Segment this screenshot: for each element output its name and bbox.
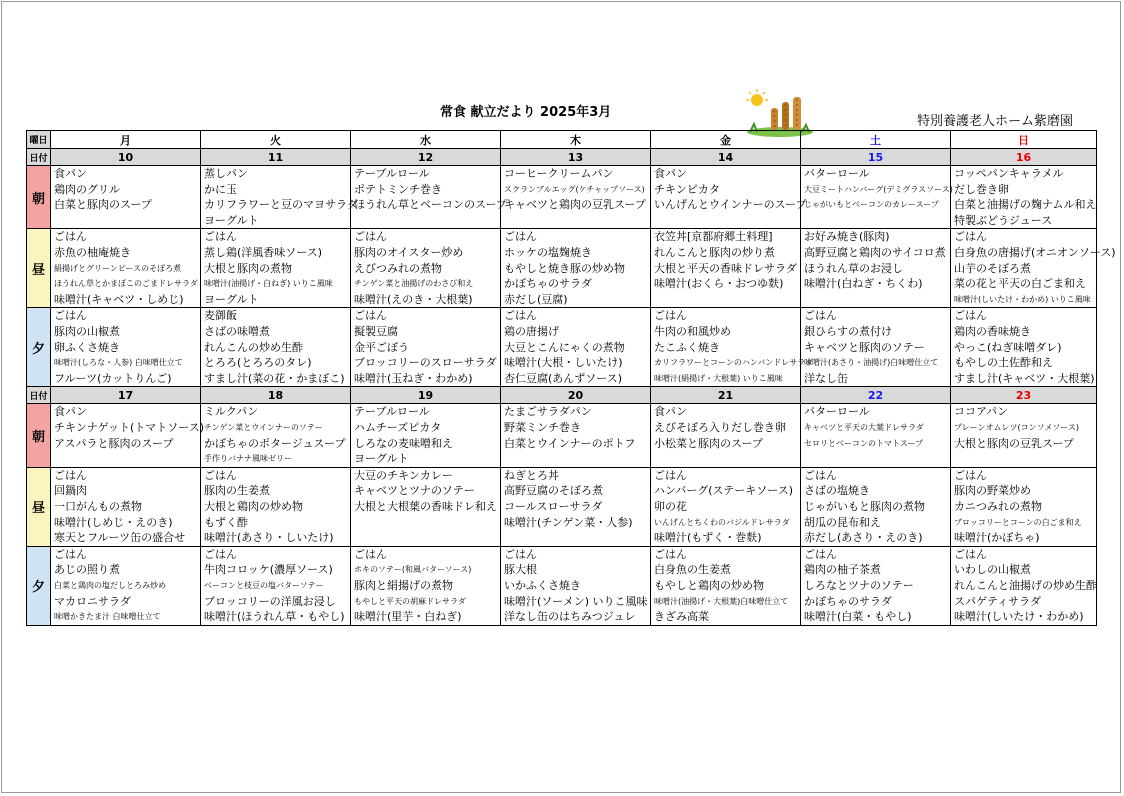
menu-item: 鶏肉のグリル	[54, 182, 120, 196]
menu-item: 味噌汁(キャベツ・しめじ)	[54, 292, 184, 306]
menu-item: 味噌汁(チンゲン菜・人参)	[504, 515, 633, 529]
date-cell: 11	[201, 149, 351, 166]
menu-item: ごはん	[804, 309, 837, 323]
menu-cell	[951, 308, 1097, 387]
menu-item: 味噌汁(えのき・大根葉)	[354, 292, 473, 306]
menu-item: いかふくさ焼き	[504, 578, 581, 592]
menu-cell	[51, 229, 201, 308]
menu-item: ココアパン	[954, 405, 1009, 419]
menu-item: 赤だし(あさり・えのき)	[804, 531, 923, 545]
menu-item: 杏仁豆腐(あんずソース)	[504, 371, 623, 385]
menu-item: ごはん	[804, 468, 837, 482]
menu-item: とろろ(とろろのタレ)	[204, 356, 312, 370]
menu-item: 豚肉の山椒煮	[54, 324, 120, 338]
menu-item: もやしの土佐酢和え	[954, 356, 1053, 370]
menu-item: マカロニサラダ	[54, 594, 131, 608]
date-cell: 19	[351, 387, 501, 404]
menu-cell	[501, 229, 651, 308]
menu-item: 味噌汁(かぼちゃ)	[954, 531, 1040, 545]
menu-item: 味噌汁(しいたけ・わかめ) いりこ風味	[954, 294, 1091, 304]
menu-item: プレーンオムレツ(コンソメソース)	[954, 422, 1079, 432]
menu-item: 食パン	[654, 167, 687, 180]
menu-item: 赤だし(豆腐)	[504, 292, 568, 306]
menu-item: えびつみれの煮物	[354, 261, 442, 275]
menu-item: ごはん	[654, 547, 687, 561]
menu-cell	[201, 404, 351, 467]
date-cell: 16	[951, 149, 1097, 166]
menu-item: ごはん	[54, 309, 87, 323]
menu-item: ハムチーズピカタ	[354, 420, 442, 434]
menu-item: ごはん	[654, 309, 687, 323]
menu-item: ヨーグルト	[354, 452, 409, 466]
menu-item: 白菜と油揚げの麹ナムル和え	[954, 198, 1097, 212]
menu-item: じゃがいもと豚肉の煮物	[804, 499, 925, 513]
menu-item: たまごサラダパン	[504, 405, 592, 419]
date-cell: 14	[651, 149, 801, 166]
menu-item: 野菜ミンチ巻き	[504, 420, 581, 434]
menu-cell	[951, 166, 1097, 229]
menu-item: ごはん	[354, 547, 387, 561]
menu-item: 白身魚の唐揚げ(オニオンソース)	[954, 245, 1116, 259]
menu-item: 豚肉の生姜煮	[204, 484, 270, 498]
menu-item: ごはん	[204, 547, 237, 561]
menu-item: 味噌汁(大根・しいたけ)	[504, 356, 623, 370]
breakfast-label: 朝	[27, 166, 51, 229]
menu-cell	[801, 546, 951, 625]
menu-item: 菜の花と平天の白ごま和え	[954, 277, 1086, 291]
menu-item: チンゲン菜とウインナーのソテー	[204, 422, 323, 432]
date-label: 日付	[27, 387, 51, 404]
menu-item: 味噌汁(あさり・油揚げ)白味噌仕立て	[804, 358, 939, 368]
menu-item: 鶏の唐揚げ	[504, 324, 559, 338]
menu-cell	[801, 166, 951, 229]
menu-cell	[351, 229, 501, 308]
menu-item: 大豆ミートハンバーグ(デミグラスソース)	[804, 184, 953, 194]
menu-item: 蒸しパン	[204, 167, 248, 180]
menu-item: 食パン	[654, 405, 687, 419]
menu-item: ベーコンと枝豆の塩バターソテー	[204, 580, 324, 590]
breakfast-row	[27, 404, 1097, 467]
menu-cell	[951, 467, 1097, 546]
menu-item: 味噌汁(油揚げ・白ねぎ) いりこ風味	[204, 279, 333, 289]
lunch-label: 昼	[27, 467, 51, 546]
menu-item: キャベツと鶏肉の豆乳スープ	[504, 198, 646, 212]
day-header-row	[27, 131, 1097, 149]
menu-item: セロリとベーコンのトマトスープ	[804, 438, 924, 448]
menu-item: ヨーグルト	[204, 292, 259, 306]
lunch-row	[27, 467, 1097, 546]
date-cell: 15	[801, 149, 951, 166]
menu-item: フルーツ(カットりんご)	[54, 371, 172, 385]
menu-item: さばの味噌煮	[204, 324, 270, 338]
menu-item: 豚肉の野菜炒め	[954, 484, 1031, 498]
menu-cell	[651, 404, 801, 467]
menu-item: 小松菜と豚肉のスープ	[654, 436, 763, 450]
menu-item: 大根と平天の香味ドレサラダ	[654, 261, 797, 275]
menu-item: ごはん	[654, 468, 687, 482]
menu-cell	[201, 308, 351, 387]
date-cell: 10	[51, 149, 201, 166]
menu-item: いわしの山椒煮	[954, 563, 1031, 577]
menu-item: ヨーグルト	[204, 213, 259, 227]
menu-item: チキンナゲット(トマトソース)	[54, 420, 205, 434]
menu-item: じゃがいもとベーコンのカレースープ	[804, 200, 939, 210]
menu-item: 赤魚の柚庵焼き	[54, 245, 131, 259]
menu-item: ごはん	[954, 230, 987, 244]
menu-item: 白菜とウインナーのポトフ	[504, 436, 636, 450]
menu-item: 味噌汁(ソーメン) いりこ風味	[504, 594, 648, 608]
day-name: 金	[651, 131, 801, 149]
menu-item: 大根と豚肉の豆乳スープ	[954, 436, 1074, 450]
date-row	[27, 387, 1097, 404]
menu-cell	[501, 546, 651, 625]
dinner-row	[27, 308, 1097, 387]
menu-item: ブロッコリーとコーンの白ごま和え	[954, 517, 1082, 527]
day-name: 火	[201, 131, 351, 149]
menu-item: ほうれん草のお浸し	[804, 261, 903, 275]
menu-item: 豚肉のオイスター炒め	[354, 245, 464, 259]
date-row	[27, 149, 1097, 166]
menu-cell	[351, 166, 507, 229]
menu-item: ブロッコリーのスローサラダ	[354, 356, 497, 370]
menu-item: 卯の花	[654, 499, 687, 513]
menu-item: もずく酢	[204, 515, 248, 529]
menu-item: れんこんと豚肉の炒り煮	[654, 245, 775, 259]
menu-item: えびそぼろ入りだし巻き卵	[654, 420, 786, 434]
menu-item: バターロール	[804, 167, 870, 180]
menu-item: 味噌かきたま汁 白味噌仕立て	[54, 612, 161, 622]
day-label: 曜日	[27, 131, 51, 149]
menu-item: コッペパンキャラメル	[954, 167, 1064, 180]
menu-item: 大根と鶏肉の炒め物	[204, 499, 303, 513]
menu-cell	[351, 404, 501, 467]
day-name: 水	[351, 131, 501, 149]
menu-item: 味噌汁(白ねぎ・ちくわ)	[804, 277, 923, 291]
menu-item: 高野豆腐のそぼろ煮	[504, 484, 603, 498]
menu-item: 大根と豚肉の煮物	[204, 261, 292, 275]
menu-item: 銀ひらすの煮付け	[804, 324, 892, 338]
menu-item: 洋なし缶	[804, 371, 848, 385]
menu-item: 味噌汁(ほうれん草・もやし)	[204, 610, 345, 624]
menu-item: たこふく焼き	[654, 340, 720, 354]
menu-cell	[351, 546, 501, 625]
date-cell: 21	[651, 387, 801, 404]
menu-item: 回鍋肉	[54, 484, 87, 498]
menu-cell	[201, 467, 351, 546]
menu-item: 寒天とフルーツ缶の盛合せ	[54, 531, 186, 545]
menu-cell	[51, 467, 201, 546]
menu-item: 大豆とこんにゃくの煮物	[504, 340, 625, 354]
menu-item: かぼちゃのサラダ	[504, 277, 592, 291]
menu-item: 味噌汁(あさり・しいたけ)	[204, 531, 334, 545]
menu-item: 擬製豆腐	[354, 324, 398, 338]
menu-item: ほうれん草とベーコンのスープ	[354, 198, 507, 212]
menu-cell	[501, 404, 651, 467]
menu-item: ハンバーグ(ステーキソース)	[654, 484, 794, 498]
menu-item: さばの塩焼き	[804, 484, 870, 498]
lunch-row	[27, 229, 1097, 308]
menu-item: 高野豆腐と鶏肉のサイコロ煮	[804, 245, 946, 259]
menu-item: 味噌汁(しいたけ・わかめ)	[954, 610, 1084, 624]
menu-item: ごはん	[954, 468, 987, 482]
menu-item: テーブルロール	[354, 167, 430, 180]
menu-item: ポテトミンチ巻き	[354, 182, 442, 196]
menu-item: 牛肉コロッケ(濃厚ソース)	[204, 563, 333, 577]
menu-item: きざみ高菜	[654, 610, 709, 624]
menu-item: カリフラワーと豆のマヨサラダ	[204, 198, 358, 212]
menu-cell	[501, 467, 651, 546]
menu-item: 味噌汁(白菜・もやし)	[804, 610, 912, 624]
menu-item: キャベツと豚肉のソテー	[804, 340, 925, 354]
menu-item: しろなとツナのソテー	[804, 578, 914, 592]
day-name: 日	[951, 131, 1097, 149]
menu-item: もやしと焼き豚の炒め物	[504, 261, 625, 275]
menu-item: ミルクパン	[204, 405, 259, 419]
menu-cell	[801, 308, 951, 387]
menu-item: ブロッコリーの洋風お浸し	[204, 594, 336, 608]
menu-item: ごはん	[354, 309, 387, 323]
menu-cell	[651, 467, 801, 546]
menu-table	[26, 130, 1116, 626]
menu-item: 大根と大根葉の香味ドレ和え	[354, 499, 497, 513]
dinner-label: 夕	[27, 308, 51, 387]
menu-item: れんこんの炒め生酢	[204, 340, 303, 354]
menu-item: 豚大根	[504, 563, 537, 577]
menu-item: ごはん	[354, 230, 387, 244]
menu-item: ごはん	[204, 468, 237, 482]
menu-item: れんこんと油揚げの炒め生酢	[954, 578, 1097, 592]
menu-item: ホッケの塩麹焼き	[504, 245, 592, 259]
facility-name: 特別養護老人ホーム紫磨園	[917, 114, 1074, 129]
menu-item: 卵ふくさ焼き	[54, 340, 120, 354]
menu-item: すまし汁(キャベツ・大根葉)	[954, 371, 1095, 385]
menu-item: チキンピカタ	[654, 182, 720, 196]
menu-item: 味噌汁(しろな・人参) 白味噌仕立て	[54, 358, 183, 368]
menu-item: かに玉	[204, 182, 237, 196]
menu-item: コーヒークリームパン	[504, 167, 614, 180]
menu-item: かぼちゃのサラダ	[804, 594, 892, 608]
menu-item: 胡瓜の昆布和え	[804, 515, 881, 529]
menu-item: 味噌汁(油揚げ・大根葉)白味噌仕立て	[654, 596, 789, 606]
date-cell: 17	[51, 387, 201, 404]
menu-item: もやしと鶏肉の炒め物	[654, 578, 764, 592]
menu-cell	[201, 229, 351, 308]
menu-item: 金平ごぼう	[354, 340, 409, 354]
menu-item: あじの照り煮	[54, 563, 120, 577]
menu-cell	[351, 467, 501, 546]
menu-cell	[51, 546, 201, 625]
menu-item: テーブルロール	[354, 405, 430, 419]
breakfast-row	[27, 166, 1097, 229]
menu-item: ごはん	[54, 547, 87, 561]
menu-item: 味噌汁(しめじ・えのき)	[54, 515, 173, 529]
date-label: 日付	[27, 149, 51, 166]
menu-item: 味噌汁(絹揚げ・大根葉) いりこ風味	[654, 373, 783, 383]
menu-cell	[501, 166, 651, 229]
menu-item: かぼちゃのポタージュスープ	[204, 436, 346, 450]
menu-cell	[501, 308, 651, 387]
menu-cell	[651, 546, 801, 625]
menu-item: アスパラと豚肉のスープ	[54, 436, 174, 450]
menu-item: 大豆のチキンカレー	[354, 468, 453, 482]
dinner-label: 夕	[27, 546, 51, 625]
menu-item: しろなの麦味噌和え	[354, 436, 453, 450]
date-cell: 18	[201, 387, 351, 404]
menu-item: キャベツと平天の大葉ドレサラダ	[804, 422, 924, 432]
menu-item: スパゲティサラダ	[954, 594, 1042, 608]
menu-item: ごはん	[54, 230, 87, 244]
menu-item: ごはん	[954, 547, 987, 561]
menu-item: 牛肉の和風炒め	[654, 324, 731, 338]
lunch-label: 昼	[27, 229, 51, 308]
menu-item: 味噌汁(もずく・巻麩)	[654, 531, 762, 545]
date-cell: 20	[501, 387, 651, 404]
menu-cell	[351, 308, 501, 387]
menu-item: 蒸し鶏(洋風香味ソース)	[204, 245, 323, 259]
menu-item: ごはん	[954, 309, 987, 323]
menu-item: 白菜と鶏肉の塩だしとろみ炒め	[54, 580, 166, 590]
menu-cell	[951, 229, 1116, 308]
menu-item: カリフラワーとコーンのハンバンドレサラダ	[654, 358, 814, 368]
menu-item: スクランブルエッグ(ケチャップソース)	[504, 184, 645, 194]
menu-cell	[651, 229, 801, 308]
dinner-row	[27, 546, 1097, 625]
menu-item: 食パン	[54, 167, 87, 180]
menu-item: ごはん	[54, 468, 87, 482]
menu-cell	[951, 404, 1097, 467]
menu-item: 衣笠丼[京都府郷土料理]	[654, 230, 773, 244]
menu-item: コールスローサラダ	[504, 499, 603, 513]
menu-item: いんげんとウインナーのスープ	[654, 198, 807, 212]
menu-item: 絹揚げとグリーンピースのそぼろ煮	[54, 263, 182, 273]
day-name: 土	[801, 131, 951, 149]
menu-item: お好み焼き(豚肉)	[804, 230, 890, 244]
menu-item: ごはん	[204, 230, 237, 244]
menu-item: ごはん	[804, 547, 837, 561]
menu-cell	[801, 467, 951, 546]
menu-item: カニつみれの煮物	[954, 499, 1042, 513]
menu-item: ねぎとろ丼	[504, 468, 559, 482]
menu-item: 味噌汁(おくら・おつゆ麩)	[654, 277, 784, 291]
day-name: 月	[51, 131, 201, 149]
menu-cell	[201, 166, 358, 229]
menu-item: すまし汁(菜の花・かまぼこ)	[204, 371, 345, 385]
date-cell: 22	[801, 387, 951, 404]
menu-cell	[801, 404, 951, 467]
menu-item: やっこ(ねぎ味噌ダレ)	[954, 340, 1062, 354]
menu-item: 洋なし缶のはちみつジュレ	[504, 610, 636, 624]
menu-item: いんげんとちくわのバジルドレサラダ	[654, 517, 790, 527]
menu-item: ほうれん草とかまぼこのごまドレサラダ	[54, 279, 198, 289]
menu-cell	[951, 546, 1097, 625]
menu-item: 白身魚の生姜煮	[654, 563, 731, 577]
menu-item: 一口がんもの煮物	[54, 499, 142, 513]
date-cell: 12	[351, 149, 501, 166]
menu-cell	[51, 308, 201, 387]
menu-item: 味噌汁(里芋・白ねぎ)	[354, 610, 462, 624]
page-title: 常食 献立だより 2025年3月	[440, 105, 612, 120]
day-name: 木	[501, 131, 651, 149]
menu-item: ホキのソテー(和風バターソース)	[354, 565, 472, 575]
menu-item: 山芋のそぼろ煮	[954, 261, 1031, 275]
menu-item: 豚肉と絹揚げの煮物	[354, 578, 453, 592]
menu-item: だし巻き卵	[954, 182, 1009, 196]
menu-cell	[201, 546, 351, 625]
date-cell: 23	[951, 387, 1097, 404]
breakfast-label: 朝	[27, 404, 51, 467]
menu-item: 食パン	[54, 405, 87, 419]
menu-item: ごはん	[504, 230, 537, 244]
menu-item: 味噌汁(玉ねぎ・わかめ)	[354, 371, 473, 385]
menu-cell	[51, 166, 201, 229]
menu-item: チンゲン菜と油揚げのわさび和え	[354, 279, 474, 289]
menu-cell	[651, 308, 814, 387]
menu-item: 手作りバナナ風味ゼリー	[204, 454, 292, 464]
menu-item: ごはん	[504, 309, 537, 323]
menu-cell	[801, 229, 951, 308]
menu-item: 麦御飯	[204, 309, 237, 323]
date-cell: 13	[501, 149, 651, 166]
menu-cell	[51, 404, 205, 467]
menu-item: キャベツとツナのソテー	[354, 484, 475, 498]
menu-item: 特製ぶどうジュース	[954, 213, 1053, 227]
menu-item: もやしと平天の胡麻ドレサラダ	[354, 596, 466, 606]
menu-item: 白菜と豚肉のスープ	[54, 198, 152, 212]
menu-item: ごはん	[504, 547, 537, 561]
menu-item: 鶏肉の香味焼き	[954, 324, 1031, 338]
menu-item: 鶏肉の柚子茶煮	[804, 563, 881, 577]
menu-item: バターロール	[804, 405, 870, 419]
menu-cell	[651, 166, 807, 229]
